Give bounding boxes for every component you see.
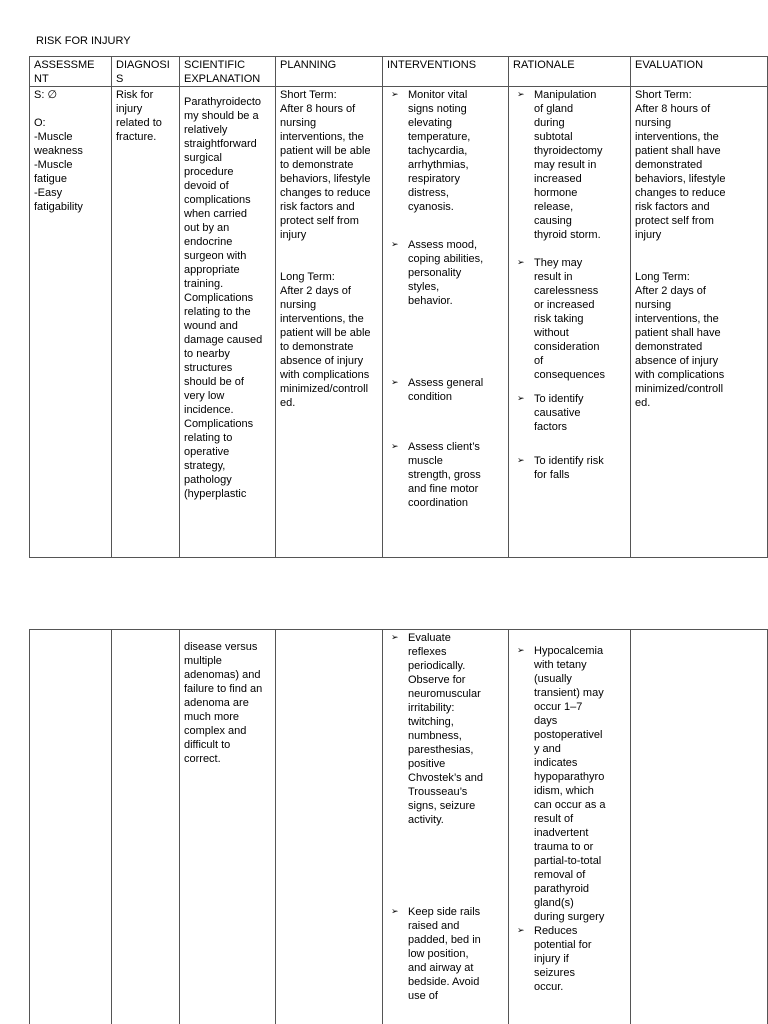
evaluation-long-label: Long Term:	[635, 271, 690, 283]
scientific-explanation-cell: disease versus multiple adenomas) and failure to find an adenoma are much more complex and difficult to correct.	[180, 630, 276, 1024]
evaluation-cell	[631, 87, 768, 558]
list-item: ➢ Assess general condition	[387, 376, 504, 404]
planning-cell-empty	[276, 630, 383, 1024]
evaluation-short-label: Short Term:	[635, 89, 692, 101]
table-row	[30, 630, 768, 1024]
list-item: ➢ Assess client’s muscle strength, gross and fine motor coordination	[387, 440, 504, 510]
assessment-cell	[30, 87, 112, 558]
interventions-cell	[383, 630, 509, 1024]
evaluation-short-term: After 8 hours of nursing interventions, the patient shall have demonstrated behaviors, lifestyle changes to reduce risk factors and protect self from injury	[635, 103, 726, 241]
objective-label: O:	[34, 117, 46, 129]
table-row	[30, 87, 768, 558]
interventions-cell	[383, 87, 509, 558]
subjective-data: S: ∅	[34, 89, 58, 101]
diagnosis-cell-empty	[112, 630, 180, 1024]
header-rationale: RATIONALE	[509, 57, 631, 87]
list-item: ➢ Evaluate reflexes periodically. Observe for neuromuscular irritability: twitching, numbness, paresthesias, positive Chvostek’s and Trousseau’s signs, seizure activity.	[387, 631, 504, 827]
list-item: ➢ Hypocalcemia with tetany (usually transient) may occur 1–7 days postoperativel y and indicates hypoparathyro idism, which can occur as a result of inadvertent trauma to or partial-to-total removal of parathyroid gland(s) during surgery	[513, 644, 626, 924]
page-title: RISK FOR INJURY	[36, 35, 131, 47]
assessment-cell-empty	[30, 630, 112, 1024]
evaluation-cell-empty	[631, 630, 768, 1024]
header-assessment: ASSESSME NT	[30, 57, 112, 87]
header-evaluation: EVALUATION	[631, 57, 768, 87]
list-item: ➢ Monitor vital signs noting elevating temperature, tachycardia, arrhythmias, respiratory distress, cyanosis.	[387, 88, 504, 214]
list-item: ➢ They may result in carelessness or increased risk taking without consideration of consequences	[513, 256, 626, 382]
evaluation-long-term: After 2 days of nursing interventions, the patient shall have demonstrated absence of injury with complications minimized/controll ed.	[635, 285, 725, 409]
header-interventions: INTERVENTIONS	[383, 57, 509, 87]
list-item: ➢ Keep side rails raised and padded, bed in low position, and airway at bedside. Avoid use of	[387, 905, 504, 1003]
list-item: ➢ Assess mood, coping abilities, personality styles, behavior.	[387, 238, 504, 308]
rationale-cell	[509, 630, 631, 1024]
list-item: ➢ To identify risk for falls	[513, 454, 626, 482]
header-diagnosis: DIAGNOSI S	[112, 57, 180, 87]
care-plan-table-page-1	[29, 56, 768, 558]
header-scientific-explanation: SCIENTIFIC EXPLANATION	[180, 57, 276, 87]
header-planning: PLANNING	[276, 57, 383, 87]
care-plan-table-page-2	[29, 629, 768, 1024]
list-item: ➢ To identify causative factors	[513, 392, 626, 434]
header-row	[30, 57, 768, 87]
list-item: ➢ Manipulation of gland during subtotal thyroidectomy may result in increased hormone release, causing thyroid storm.	[513, 88, 626, 242]
planning-long-term: After 2 days of nursing interventions, the patient will be able to demonstrate absence of injury with complications minimized/controll ed.	[280, 285, 371, 409]
planning-long-label: Long Term:	[280, 271, 335, 283]
objective-data: -Muscle weakness -Muscle fatigue -Easy fatigability	[34, 131, 83, 213]
scientific-explanation-cell: Parathyroidecto my should be a relatively straightforward surgical procedure devoid of complications when carried out by an endocrine surgeon with appropriate training. Complications relating to the wound and damage caused to nearby structures should be of very low incidence. Complications relating to operative strategy, pathology (hyperplastic	[180, 87, 276, 558]
planning-short-term: After 8 hours of nursing interventions, the patient will be able to demonstrate behaviors, lifestyle changes to reduce risk factors and protect self from injury	[280, 103, 371, 241]
list-item: ➢ Reduces potential for injury if seizures occur.	[513, 924, 626, 994]
planning-short-label: Short Term:	[280, 89, 337, 101]
diagnosis-cell: Risk for injury related to fracture.	[112, 87, 180, 558]
planning-cell	[276, 87, 383, 558]
rationale-cell	[509, 87, 631, 558]
